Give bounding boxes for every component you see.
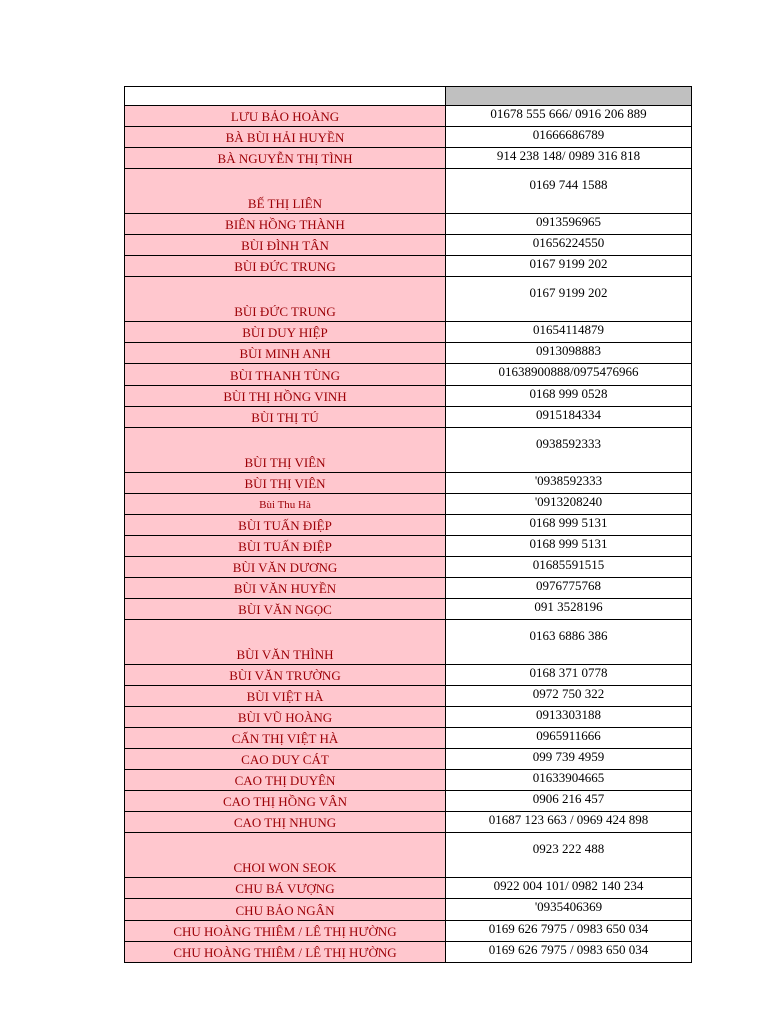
name-cell[interactable]: BÙI THỊ VIÊN [125, 473, 446, 494]
phone-cell[interactable]: 0167 9199 202 [446, 277, 692, 322]
phone-cell[interactable]: 0913596965 [446, 214, 692, 235]
name-cell[interactable]: CAO DUY CÁT [125, 749, 446, 770]
phone-cell[interactable]: 0168 999 0528 [446, 386, 692, 407]
name-cell[interactable]: CẤN THỊ VIỆT HÀ [125, 728, 446, 749]
name-cell[interactable]: CAO THỊ NHUNG [125, 812, 446, 833]
phone-cell[interactable]: '0913208240 [446, 494, 692, 515]
header-cell-phone[interactable] [446, 87, 692, 106]
table-row [125, 812, 692, 833]
phone-cell[interactable]: 914 238 148/ 0989 316 818 [446, 148, 692, 169]
table-row [125, 686, 692, 707]
name-cell[interactable]: BÙI MINH ANH [125, 343, 446, 364]
table-row [125, 833, 692, 878]
table-row [125, 256, 692, 277]
table-row [125, 728, 692, 749]
name-cell[interactable]: CAO THỊ DUYÊN [125, 770, 446, 791]
header-cell-name[interactable] [125, 87, 446, 106]
name-cell[interactable]: BÙI ĐÌNH TÂN [125, 235, 446, 256]
name-cell[interactable]: BÙI VĂN TRƯỜNG [125, 665, 446, 686]
phone-cell[interactable]: 0168 999 5131 [446, 536, 692, 557]
name-cell[interactable]: Bùi Thu Hà [125, 494, 446, 515]
table-row [125, 791, 692, 812]
phone-cell[interactable]: 0169 744 1588 [446, 169, 692, 214]
phone-cell[interactable]: 0168 999 5131 [446, 515, 692, 536]
name-cell[interactable]: CHU BẢO NGÂN [125, 899, 446, 921]
name-cell[interactable]: BÙI VĂN NGỌC [125, 599, 446, 620]
phone-cell[interactable]: 01638900888/0975476966 [446, 364, 692, 386]
name-cell[interactable]: BÙI THANH TÙNG [125, 364, 446, 386]
phone-cell[interactable]: 0168 371 0778 [446, 665, 692, 686]
phone-cell[interactable]: 01687 123 663 / 0969 424 898 [446, 812, 692, 833]
name-cell[interactable]: BÙI VŨ HOÀNG [125, 707, 446, 728]
phone-cell[interactable]: 0169 626 7975 / 0983 650 034 [446, 921, 692, 942]
name-cell[interactable]: BÀ NGUYỄN THỊ TÌNH [125, 148, 446, 169]
table-row [125, 770, 692, 791]
name-cell[interactable]: BÙI VĂN HUYỀN [125, 578, 446, 599]
table-row [125, 536, 692, 557]
table-row [125, 494, 692, 515]
phone-cell[interactable]: 01678 555 666/ 0916 206 889 [446, 106, 692, 127]
table-row [125, 428, 692, 473]
phone-cell[interactable]: 01656224550 [446, 235, 692, 256]
table-row [125, 322, 692, 343]
phone-cell[interactable]: 01654114879 [446, 322, 692, 343]
name-cell[interactable]: CHU BÁ VƯỢNG [125, 878, 446, 899]
table-row [125, 557, 692, 578]
phone-cell[interactable]: 0922 004 101/ 0982 140 234 [446, 878, 692, 899]
phone-cell[interactable]: '0935406369 [446, 899, 692, 921]
phone-cell[interactable]: 01666686789 [446, 127, 692, 148]
table-row [125, 235, 692, 256]
table-row [125, 749, 692, 770]
name-cell[interactable]: BÙI VĂN THÌNH [125, 620, 446, 665]
table-row [125, 277, 692, 322]
table-row [125, 214, 692, 235]
phone-cell[interactable]: 0913098883 [446, 343, 692, 364]
table-row [125, 364, 692, 386]
phone-cell[interactable]: 0972 750 322 [446, 686, 692, 707]
phone-cell[interactable]: 0965911666 [446, 728, 692, 749]
contact-sheet [124, 86, 691, 963]
name-cell[interactable]: BÙI THỊ TÚ [125, 407, 446, 428]
phone-cell[interactable]: 0976775768 [446, 578, 692, 599]
table-row [125, 878, 692, 899]
name-cell[interactable]: BẾ THỊ LIÊN [125, 169, 446, 214]
table-row [125, 386, 692, 407]
contact-table [124, 86, 692, 963]
table-row [125, 707, 692, 728]
phone-cell[interactable]: '0938592333 [446, 473, 692, 494]
name-cell[interactable]: CHU HOÀNG THIÊM / LÊ THỊ HƯỜNG [125, 921, 446, 942]
table-row [125, 899, 692, 921]
table-row [125, 578, 692, 599]
name-cell[interactable]: BÀ BÙI HẢI HUYỀN [125, 127, 446, 148]
name-cell[interactable]: LƯU BẢO HOÀNG [125, 106, 446, 127]
name-cell[interactable]: CAO THỊ HỒNG VÂN [125, 791, 446, 812]
name-cell[interactable]: BÙI ĐỨC TRUNG [125, 277, 446, 322]
name-cell[interactable]: CHU HOÀNG THIÊM / LÊ THỊ HƯỜNG [125, 942, 446, 963]
name-cell[interactable]: BIÊN HỒNG THÀNH [125, 214, 446, 235]
table-row [125, 665, 692, 686]
table-row [125, 407, 692, 428]
table-row [125, 127, 692, 148]
phone-cell[interactable]: 0938592333 [446, 428, 692, 473]
table-row [125, 921, 692, 942]
name-cell[interactable]: BÙI TUẤN ĐIỆP [125, 536, 446, 557]
table-row [125, 169, 692, 214]
phone-cell[interactable]: 0169 626 7975 / 0983 650 034 [446, 942, 692, 963]
phone-cell[interactable]: 0915184334 [446, 407, 692, 428]
name-cell[interactable]: BÙI TUẤN ĐIỆP [125, 515, 446, 536]
name-cell[interactable]: BÙI DUY HIỆP [125, 322, 446, 343]
header-row [125, 87, 692, 106]
phone-cell[interactable]: 099 739 4959 [446, 749, 692, 770]
phone-cell[interactable]: 0167 9199 202 [446, 256, 692, 277]
table-row [125, 148, 692, 169]
table-row [125, 106, 692, 127]
table-row [125, 942, 692, 963]
name-cell[interactable]: BÙI ĐỨC TRUNG [125, 256, 446, 277]
name-cell[interactable]: BÙI THỊ HỒNG VINH [125, 386, 446, 407]
phone-cell[interactable]: 091 3528196 [446, 599, 692, 620]
table-row [125, 515, 692, 536]
table-row [125, 473, 692, 494]
phone-cell[interactable]: 01685591515 [446, 557, 692, 578]
phone-cell[interactable]: 01633904665 [446, 770, 692, 791]
table-row [125, 599, 692, 620]
name-cell[interactable]: CHOI WON SEOK [125, 833, 446, 878]
phone-cell[interactable]: 0163 6886 386 [446, 620, 692, 665]
name-cell[interactable]: BÙI VIỆT HÀ [125, 686, 446, 707]
name-cell[interactable]: BÙI VĂN DƯƠNG [125, 557, 446, 578]
phone-cell[interactable]: 0923 222 488 [446, 833, 692, 878]
table-row [125, 620, 692, 665]
phone-cell[interactable]: 0906 216 457 [446, 791, 692, 812]
phone-cell[interactable]: 0913303188 [446, 707, 692, 728]
name-cell[interactable]: BÙI THỊ VIÊN [125, 428, 446, 473]
table-row [125, 343, 692, 364]
